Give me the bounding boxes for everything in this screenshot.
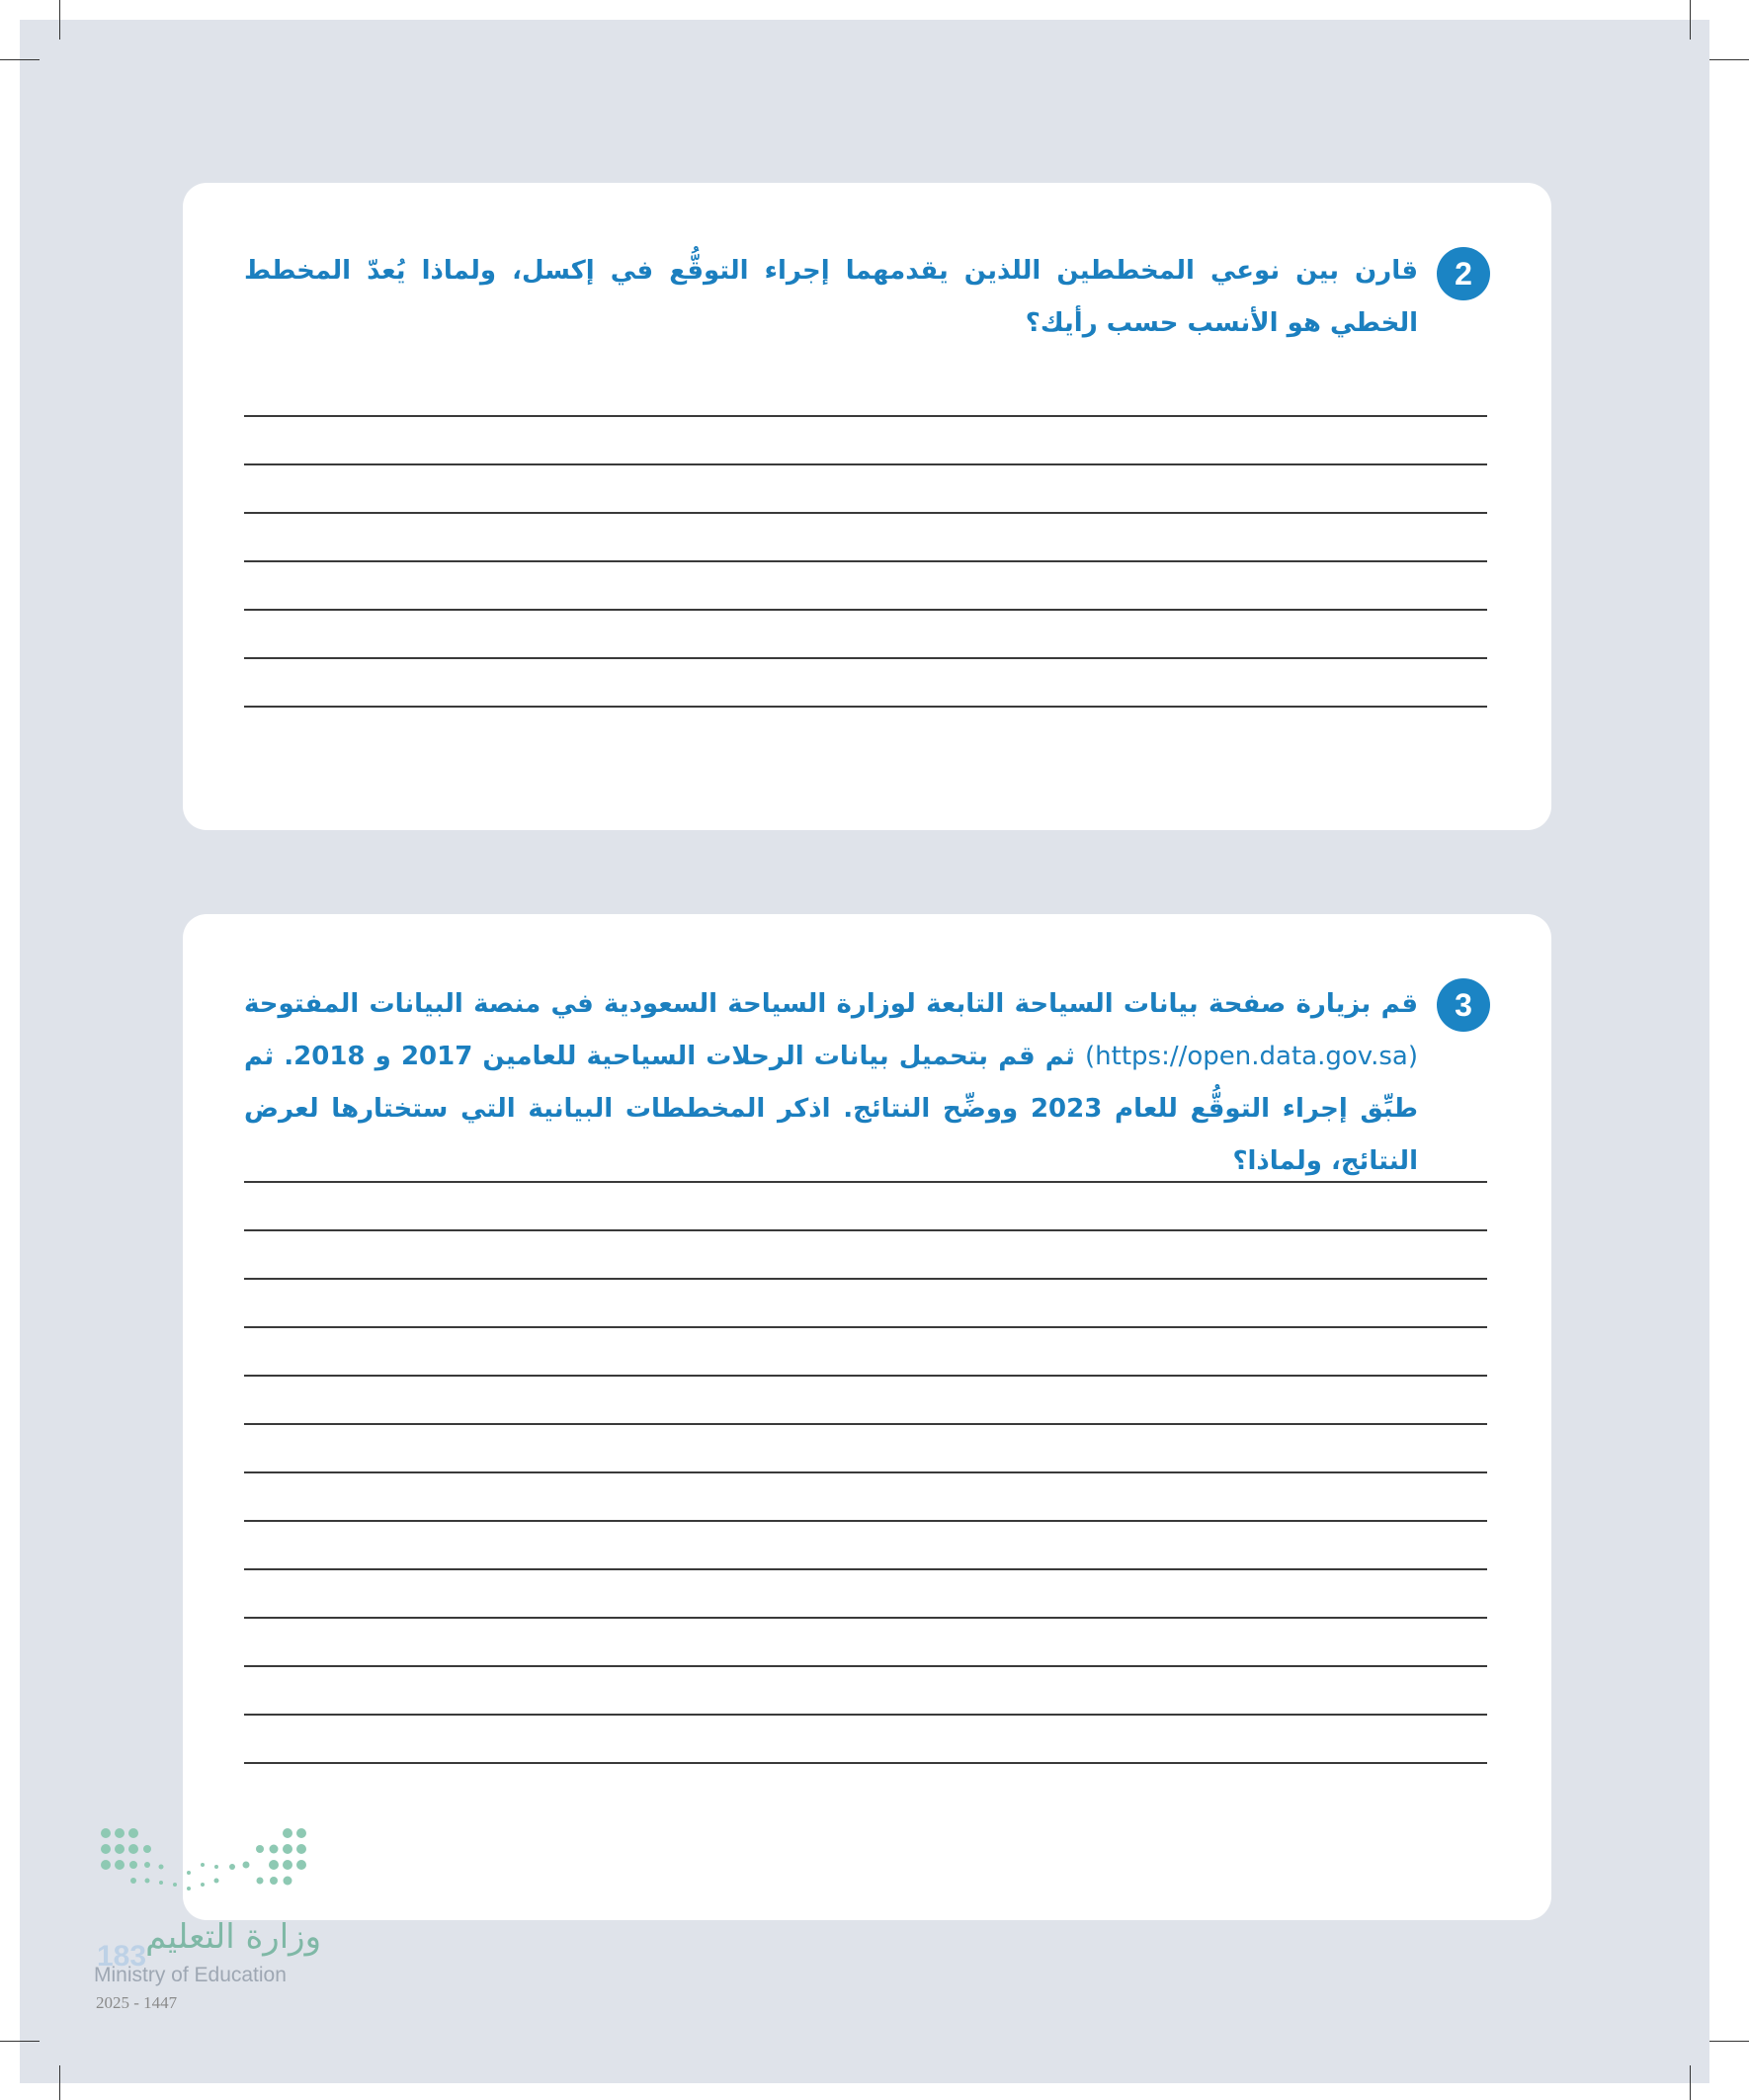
crop-mark	[1690, 0, 1691, 40]
answer-line	[244, 415, 1487, 417]
crop-mark	[59, 2065, 60, 2100]
answer-line	[244, 657, 1487, 659]
question-card-2	[183, 183, 1551, 830]
ministry-logo-year: 2025 - 1447	[96, 1993, 178, 2012]
answer-line	[244, 1326, 1487, 1328]
answer-lines[interactable]	[244, 1181, 1487, 1774]
ministry-logo-english: Ministry of Education	[94, 1964, 287, 1986]
answer-line	[244, 1520, 1487, 1522]
answer-line	[244, 1278, 1487, 1280]
answer-line	[244, 1568, 1487, 1570]
answer-line	[244, 1714, 1487, 1716]
answer-line	[244, 1229, 1487, 1231]
question-text	[244, 978, 1418, 1188]
answer-line	[244, 1471, 1487, 1473]
crop-mark	[1690, 2065, 1691, 2100]
answer-line	[244, 463, 1487, 465]
ministry-logo-arabic: وزارة التعليم	[145, 1917, 321, 1957]
crop-mark	[1709, 59, 1749, 60]
crop-mark	[1709, 2041, 1749, 2042]
question-card-3	[183, 914, 1551, 1920]
answer-line	[244, 560, 1487, 562]
question-number-badge: 3	[1437, 978, 1490, 1032]
crop-mark	[0, 59, 40, 60]
crop-mark	[0, 2041, 40, 2042]
answer-line	[244, 706, 1487, 708]
question-text-part2: ثم قم بتحميل بيانات الرحلات السياحية للعامين 2017 و 2018. ثم طبِّق إجراء التوقُّع للعام 2023 ووضِّح النتائج. اذكر المخططات البيانية التي ستختارها لعرض النتائج، ولماذا؟	[244, 1042, 1418, 1176]
answer-line	[244, 1423, 1487, 1425]
question-text-part1: قم بزيارة صفحة بيانات السياحة التابعة لوزارة السياحة السعودية في منصة البيانات المفتوحة	[244, 989, 1418, 1019]
open-data-link[interactable]: (https://open.data.gov.sa)	[1085, 1042, 1418, 1071]
question-number-badge: 2	[1437, 247, 1490, 300]
ministry-logo	[94, 1823, 321, 2011]
answer-line	[244, 1181, 1487, 1183]
answer-lines[interactable]	[244, 415, 1487, 702]
answer-line	[244, 1665, 1487, 1667]
crop-mark	[59, 0, 60, 40]
answer-line	[244, 512, 1487, 514]
question-text: قارن بين نوعي المخططين اللذين يقدمهما إجراء التوقُّع في إكسل، ولماذا يُعدّ المخطط الخطي هو الأنسب حسب رأيك؟	[244, 256, 1418, 338]
answer-line	[244, 1617, 1487, 1619]
ministry-logo-dots-icon	[94, 1823, 321, 1897]
answer-line	[244, 609, 1487, 611]
answer-line	[244, 1762, 1487, 1764]
answer-line	[244, 1375, 1487, 1377]
page-number: 183	[97, 1940, 147, 1973]
